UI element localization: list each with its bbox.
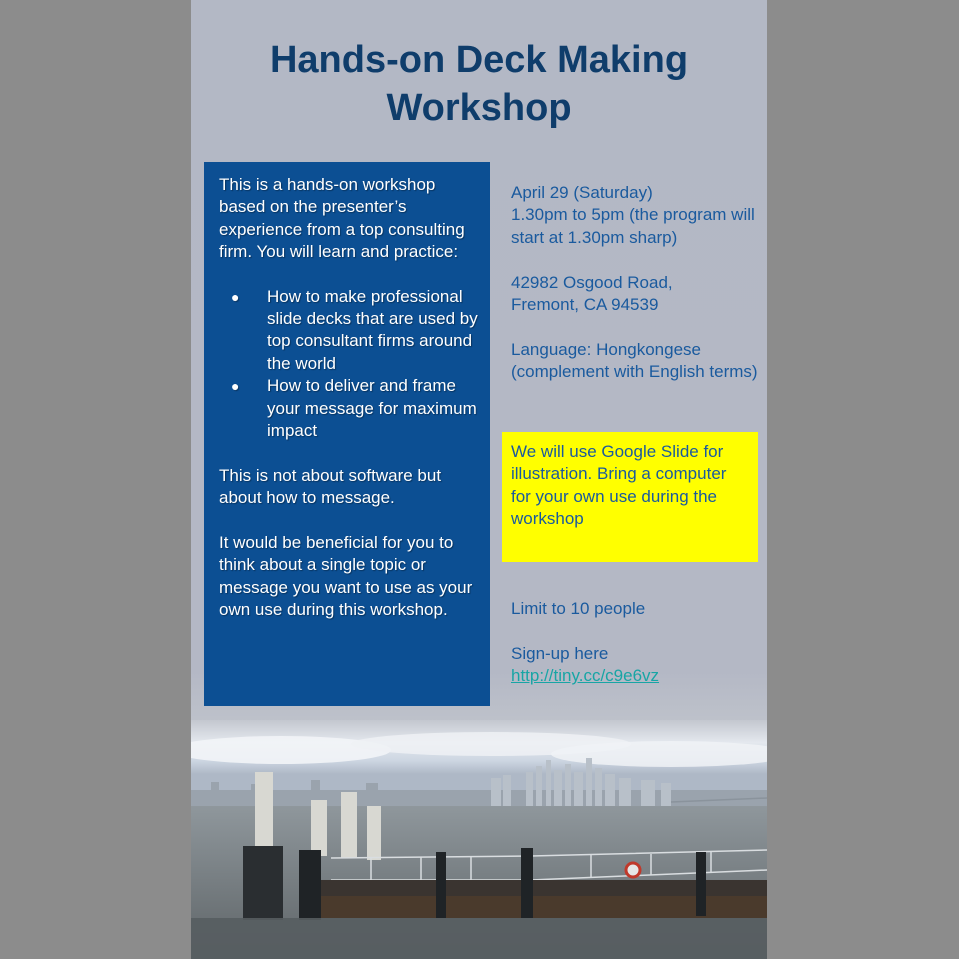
intro-text: This is a hands-on workshop based on the presenter’s experience from a top consulting firm. You will learn and practice: — [219, 175, 465, 262]
language-text: Language: Hongkongese (complement with English terms) — [511, 339, 758, 382]
limit-text: Limit to 10 people — [511, 599, 646, 618]
title-line-2: Workshop — [386, 87, 572, 129]
list-item-text: How to deliver and frame your message for maximum impact — [267, 376, 477, 441]
title-line-1: Hands-on Deck Making — [269, 39, 689, 81]
bullet-icon: ● — [231, 288, 240, 305]
event-time: 1.30pm to 5pm (the program will start at 1.30pm sharp) — [511, 205, 755, 247]
description-box — [204, 162, 490, 706]
not-software-text: This is not about software but about how to message. — [219, 465, 442, 508]
beneficial-text: It would be beneficial for you to think about a single topic or message you want to use as your own use during this workshop. — [219, 533, 473, 620]
bullet-icon: ● — [231, 378, 240, 395]
signup-section — [511, 598, 761, 688]
highlight-note — [502, 432, 758, 562]
address-line-2: Fremont, CA 94539 — [511, 295, 659, 315]
list-item-text: How to make professional slide decks that are used by top consultant firms around the world — [267, 286, 478, 373]
signup-link[interactable]: http://tiny.cc/c9e6vz — [511, 666, 660, 686]
learning-list — [219, 286, 480, 443]
workshop-flyer — [191, 0, 767, 959]
highlight-note-text: We will use Google Slide for illustration. Bring a computer for your own use during the workshop — [511, 442, 727, 529]
list-item — [219, 286, 480, 376]
address-line-1: 42982 Osgood Road, — [511, 272, 673, 292]
list-item — [219, 375, 480, 442]
event-date: April 29 (Saturday) — [511, 183, 653, 202]
event-details — [511, 182, 761, 384]
signup-text: Sign-up here — [511, 643, 609, 663]
harbor-skyline-photo — [191, 720, 767, 959]
flyer-title — [191, 36, 767, 132]
